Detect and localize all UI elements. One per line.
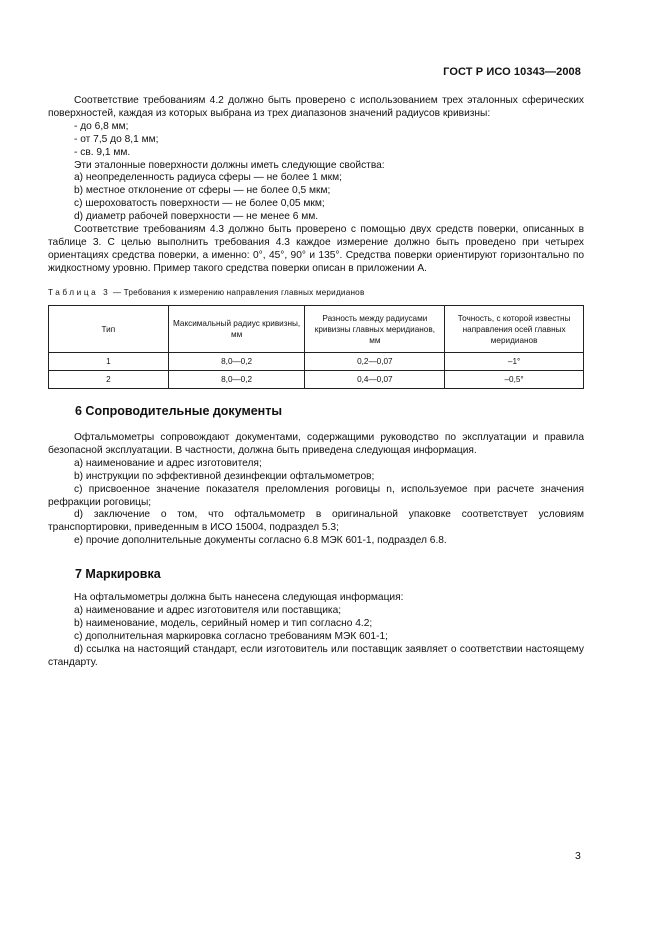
- table-row: [49, 353, 584, 371]
- table-cell: 8,0—0,2: [168, 353, 305, 371]
- table-header-cell: Максимальный радиус кривизны, мм: [168, 306, 305, 353]
- table-cell: 0,2—0,07: [305, 353, 445, 371]
- table-cell: 2: [49, 371, 169, 389]
- section-7-paragraph: На офтальмометры должна быть нанесена следующая информация:: [74, 592, 404, 603]
- list-item: e) прочие дополнительные документы согласно 6.8 МЭК 601-1, подраздел 6.8.: [74, 535, 447, 547]
- table-cell: –0,5°: [445, 371, 584, 389]
- section-6-paragraph: Офтальмометры сопровождают документами, содержащими руководство по эксплуатации и правила безопасной эксплуатации. В частности, должна быть приведена следующая информация.: [48, 432, 584, 456]
- list-item: d) заключение о том, что офтальмометр в оригинальной упаковке соответствует условиям транспортировки, приведенным в ИСО 15004, подраздел 5.3;: [48, 509, 584, 534]
- intro-paragraph-2: Эти эталонные поверхности должны иметь следующие свойства:: [74, 159, 385, 171]
- requirements-table: [48, 305, 584, 389]
- table-caption-text: — Требования к измерению направления главных меридианов: [110, 288, 365, 297]
- table-row: [49, 371, 584, 389]
- intro-paragraph-3: Соответствие требованиям 4.3 должно быть проверено с помощью двух средств поверки, описанных в таблице 3. С целью выполнить требования 4.3 каждое измерение должно быть проведено при четырех ориентациях средства поверки, а именно: 0°, 45°, 90° и 135°. Средства поверки ориентируют горизонтально по жидкостному уровню. Пример такого средства поверки описан в приложении А.: [48, 224, 584, 274]
- table-cell: 8,0—0,2: [168, 371, 305, 389]
- list-item: a) наименование и адрес изготовителя или поставщика;: [74, 604, 342, 616]
- table-header-cell: Точность, с которой известны направления осей главных меридианов: [445, 306, 584, 353]
- property-item: c) шероховатость поверхности — не более 0,05 мкм;: [74, 198, 325, 210]
- property-item: b) местное отклонение от сферы — не более 0,5 мкм;: [74, 185, 331, 197]
- property-item: d) диаметр рабочей поверхности — не менее 6 мм.: [74, 211, 319, 223]
- table-caption-label: Таблица 3: [48, 288, 111, 297]
- list-item: d) ссылка на настоящий стандарт, если изготовитель или поставщик заявляет о соответствии настоящему стандарту.: [48, 643, 584, 668]
- intro-block: [48, 95, 584, 276]
- table-caption: [48, 288, 365, 297]
- section-7-title: 7 Маркировка: [75, 567, 161, 581]
- section-6-title: 6 Сопроводительные документы: [75, 404, 283, 418]
- property-item: a) неопределенность радиуса сферы — не более 1 мкм;: [74, 172, 342, 184]
- section-7-block: [48, 592, 584, 669]
- table-header-cell: Разность между радиусами кривизны главных меридианов, мм: [305, 306, 445, 353]
- range-item: - до 6,8 мм;: [74, 120, 129, 132]
- section-6-block: [48, 432, 584, 548]
- range-item: - от 7,5 до 8,1 мм;: [74, 133, 159, 145]
- list-item: c) присвоенное значение показателя преломления роговицы n, используемое при расчете значения рефракции роговицы;: [48, 483, 584, 508]
- list-item: a) наименование и адрес изготовителя;: [74, 457, 262, 469]
- intro-paragraph-1: Соответствие требованиям 4.2 должно быть проверено с использованием трех эталонных сферических поверхностей, каждая из которых выбрана из трех диапазонов значений радиусов кривизны:: [48, 95, 584, 119]
- table-cell: 0,4—0,07: [305, 371, 445, 389]
- range-item: - св. 9,1 мм.: [74, 146, 131, 158]
- page-number: 3: [575, 850, 581, 862]
- list-item: b) инструкции по эффективной дезинфекции офтальмометров;: [74, 470, 375, 482]
- table-cell: 1: [49, 353, 169, 371]
- standard-header: ГОСТ Р ИСО 10343—2008: [443, 66, 581, 78]
- list-item: b) наименование, модель, серийный номер и тип согласно 4.2;: [74, 617, 373, 629]
- table-header-cell: Тип: [49, 306, 169, 353]
- list-item: c) дополнительная маркировка согласно требованиям МЭК 601-1;: [74, 630, 388, 642]
- table-cell: –1°: [445, 353, 584, 371]
- table-header-row: [49, 306, 584, 353]
